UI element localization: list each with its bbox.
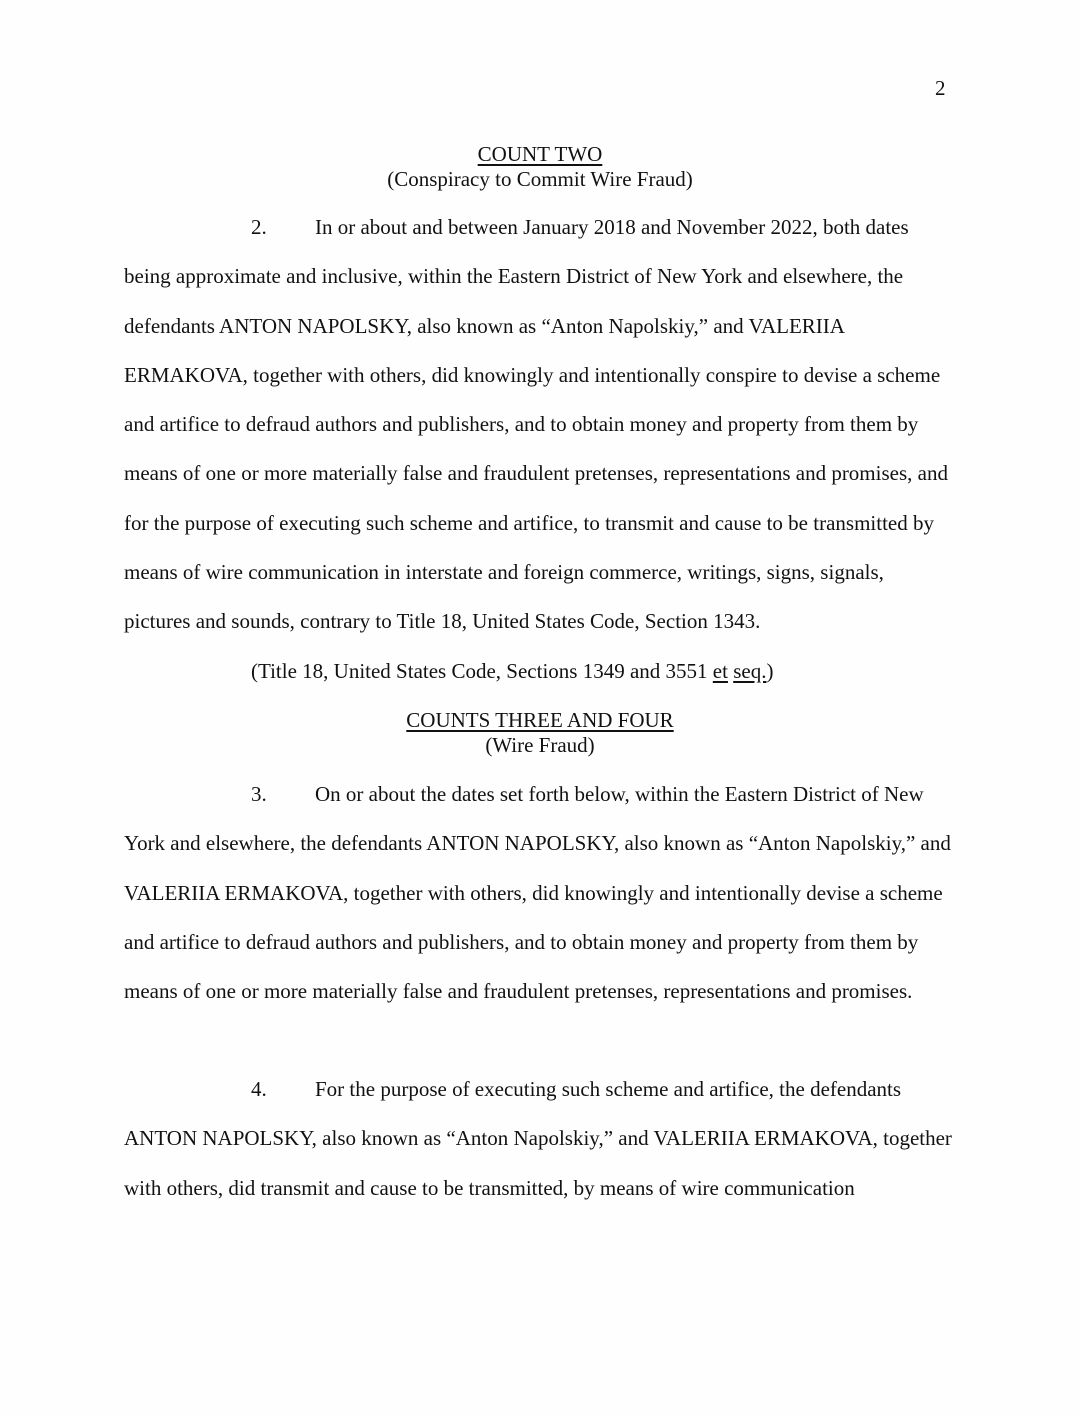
count-two-heading	[0, 142, 1080, 192]
citation-et: et	[712, 659, 728, 683]
citation-close: )	[766, 659, 774, 683]
paragraph-4-text: For the purpose of executing such scheme and artifice, the defendants ANTON NAPOLSKY, also known as “Anton Napolskiy,” and VALERIIA ERMAKOVA, together with others, did transmit and cause to be transmitted, by means of wire communication	[124, 1077, 952, 1200]
counts-three-four-title: COUNTS THREE AND FOUR	[406, 708, 674, 732]
paragraph-3	[124, 770, 954, 1016]
counts-three-four-heading	[0, 708, 1080, 758]
paragraph-3-text: On or about the dates set forth below, within the Eastern District of New York and elsewhere, the defendants ANTON NAPOLSKY, also known as “Anton Napolskiy,” and VALERIIA ERMAKOVA, together with others, did knowingly and intentionally devise a scheme and artifice to defraud authors and publishers, and to obtain money and property from them by means of one or more materially false and fraudulent pretenses, representations and promises.	[124, 782, 951, 1004]
citation-text: (Title 18, United States Code, Sections 1349 and 3551	[251, 659, 713, 683]
counts-three-four-subtitle: (Wire Fraud)	[485, 733, 595, 757]
citation-seq: seq.	[733, 659, 767, 683]
paragraph-4-number: 4.	[251, 1077, 267, 1101]
paragraph-2	[124, 203, 954, 647]
count-two-citation	[251, 659, 773, 684]
count-two-title: COUNT TWO	[477, 142, 603, 166]
page-number: 2	[935, 76, 946, 100]
count-two-subtitle: (Conspiracy to Commit Wire Fraud)	[387, 167, 693, 191]
paragraph-4	[124, 1065, 954, 1213]
paragraph-3-number: 3.	[251, 782, 267, 806]
paragraph-2-number: 2.	[251, 215, 267, 239]
paragraph-2-text: In or about and between January 2018 and November 2022, both dates being approximate and inclusive, within the Eastern District of New York and elsewhere, the defendants ANTON NAPOLSKY, also known as “Anton Napolskiy,” and VALERIIA ERMAKOVA, together with others, did knowingly and intentionally conspire to devise a scheme and artifice to defraud authors and publishers, and to obtain money and property from them by means of one or more materially false and fraudulent pretenses, representations and promises, and for the purpose of executing such scheme and artifice, to transmit and cause to be transmitted by means of wire communication in interstate and foreign commerce, writings, signs, signals, pictures and sounds, contrary to Title 18, United States Code, Section 1343.	[124, 215, 948, 634]
